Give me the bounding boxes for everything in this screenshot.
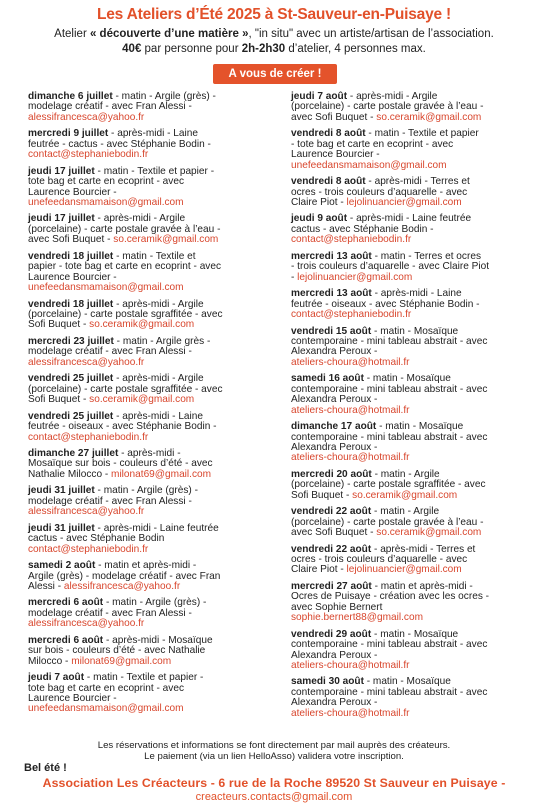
workshop-contact-email[interactable]: so.ceramik@gmail.com: [89, 394, 195, 406]
workshop-date: jeudi 7 août: [291, 91, 348, 102]
workshop-date: mercredi 20 août: [291, 468, 372, 480]
workshop-entry: [28, 673, 290, 715]
workshop-description: Alessi -: [28, 580, 64, 592]
workshop-entry: [28, 636, 290, 667]
intro-suffix-2: d’atelier, 4 personnes max.: [285, 43, 426, 55]
workshop-description: - matin - Mosaïque: [371, 628, 459, 640]
workshop-date: vendredi 18 juillet: [28, 250, 114, 262]
workshop-description: - matin - Textile et: [113, 250, 196, 262]
workshop-date: dimanche 6 juillet: [28, 91, 113, 102]
workshop-date: vendredi 25 juillet: [28, 410, 114, 422]
workshop-contact-email[interactable]: alessifrancesca@yahoo.fr: [28, 356, 145, 368]
workshop-contact-email[interactable]: contact@stephaniebodin.fr: [28, 543, 149, 555]
workshop-entry: [28, 486, 290, 517]
price: 40€: [122, 43, 142, 55]
workshop-date: dimanche 27 juillet: [28, 448, 119, 460]
workshop-description: - matin - Mosaïque: [363, 373, 451, 385]
workshop-description: papier - tote bag et carte en ecoprint - avec: [28, 261, 222, 273]
workshop-description: Argile (grès) - modelage créatif - avec Fran: [28, 570, 221, 582]
footer-reservation: Les réservations et informations se font directement par mail auprès des créateurs.: [97, 740, 451, 751]
workshop-date: vendredi 18 juillet: [28, 298, 114, 310]
workshop-date: mercredi 13 août: [291, 288, 372, 300]
workshop-description: tote bag et carte en ecoprint - avec: [28, 682, 184, 694]
workshop-contact-email[interactable]: ateliers-choura@hotmail.fr: [291, 659, 410, 671]
workshop-description: - après-midi - Laine: [113, 410, 204, 422]
workshop-contact-email[interactable]: ateliers-choura@hotmail.fr: [291, 404, 410, 416]
workshop-entry: [291, 374, 548, 416]
workshop-entry: [291, 214, 548, 245]
workshop-description: - après-midi - Mosaïque: [103, 634, 213, 646]
workshop-contact-email[interactable]: contact@stephaniebodin.fr: [28, 149, 149, 161]
workshop-contact-email[interactable]: so.ceramik@gmail.com: [352, 489, 458, 501]
workshop-description: Sofi Buquet -: [28, 394, 90, 406]
workshop-entry: [28, 214, 290, 245]
workshop-description: -: [291, 271, 298, 283]
workshop-contact-email[interactable]: milonat69@gmail.com: [71, 655, 172, 667]
workshop-entry: [291, 582, 548, 624]
workshop-description: Claire Piot -: [291, 196, 347, 208]
association-contact-email[interactable]: creacteurs.contacts@gmail.com: [195, 791, 353, 803]
workshop-description: contemporaine - mini tableau abstrait - avec: [291, 639, 488, 651]
workshop-description: (porcelaine) - carte postale gravée à l’eau -: [291, 101, 484, 113]
workshop-contact-email[interactable]: so.ceramik@gmail.com: [376, 111, 482, 123]
workshop-description: Nathalie Milocco -: [28, 468, 112, 480]
workshop-description: - après-midi - Terres et: [365, 176, 470, 188]
workshop-description: Alexandra Peroux -: [291, 346, 378, 358]
workshop-entry: [291, 470, 548, 501]
workshop-date: samedi 16 août: [291, 373, 364, 385]
workshop-entry: [291, 252, 548, 283]
workshop-description: avec Sofi Buquet -: [291, 527, 377, 539]
workshop-description: - trois couleurs d’aquarelle - avec Claire Piot: [291, 261, 490, 273]
workshop-description: avec Sophie Bernert: [291, 601, 383, 613]
cta-banner: A vous de créer !: [213, 64, 337, 84]
workshop-date: mercredi 6 août: [28, 597, 104, 609]
right-column: [291, 92, 548, 725]
workshop-description: (porcelaine) - carte postale gravée à l’eau -: [291, 516, 484, 528]
workshop-contact-email[interactable]: alessifrancesca@yahoo.fr: [63, 580, 181, 592]
workshop-contact-email[interactable]: contact@stephaniebodin.fr: [28, 431, 149, 443]
workshop-entry: [28, 412, 290, 443]
flyer-title: Les Ateliers d’Été 2025 à St-Sauveur-en-Puisaye !: [96, 6, 452, 23]
workshop-date: mercredi 27 août: [291, 580, 372, 592]
workshop-description: Sofi Buquet -: [28, 319, 90, 331]
workshop-description: - matin et après-midi -: [371, 580, 473, 592]
workshop-date: mercredi 9 juillet: [28, 128, 109, 140]
workshop-contact-email[interactable]: so.ceramik@gmail.com: [376, 527, 482, 539]
workshop-date: jeudi 17 juillet: [28, 213, 95, 225]
workshop-description: - matin et après-midi -: [95, 560, 197, 572]
workshop-description: Laurence Bourcier -: [28, 693, 117, 705]
workshop-date: vendredi 8 août: [291, 128, 366, 140]
workshop-date: vendredi 29 août: [291, 628, 372, 640]
intro-suffix: , "in situ" avec un artiste/artisan de l’association.: [248, 28, 494, 40]
workshop-description: Mosaïque sur bois - couleurs d’été - avec: [28, 458, 213, 470]
workshop-description: modelage créatif - avec Fran Alessi -: [28, 346, 192, 358]
workshop-contact-email[interactable]: alessifrancesca@yahoo.fr: [28, 618, 145, 630]
workshop-description: - après-midi - Laine: [371, 288, 462, 300]
workshop-entry: [28, 561, 290, 592]
workshop-description: Alexandra Peroux -: [291, 649, 378, 661]
workshop-description: avec Sofi Buquet -: [291, 111, 377, 123]
workshop-description: Laurence Bourcier -: [28, 186, 117, 198]
workshop-date: jeudi 7 août: [28, 672, 85, 684]
workshop-description: Alexandra Peroux -: [291, 697, 378, 709]
duration: 2h-2h30: [241, 43, 286, 55]
workshop-entry: [291, 677, 548, 719]
workshop-entry: [291, 545, 548, 576]
workshop-description: Claire Piot -: [291, 564, 347, 576]
workshop-description: avec Sofi Buquet -: [28, 234, 114, 246]
workshop-description: - matin - Textile et papier: [365, 128, 479, 140]
workshop-entry: [28, 524, 290, 555]
workshop-entry: [28, 598, 290, 629]
workshop-contact-email[interactable]: unefeedansmamaison@gmail.com: [28, 196, 184, 208]
workshop-date: vendredi 8 août: [291, 176, 366, 188]
workshop-entry: [291, 177, 548, 208]
left-column: [28, 92, 290, 721]
workshop-description: - après-midi - Laine: [108, 128, 198, 140]
workshop-description: - matin - Argile (grès) -: [112, 91, 216, 102]
intro-line-2: [0, 43, 548, 55]
workshop-description: - matin - Terres et ocres: [371, 250, 481, 262]
workshop-description: - matin - Argile (grès) -: [103, 597, 207, 609]
workshop-date: samedi 30 août: [291, 676, 364, 688]
workshop-date: samedi 2 août: [28, 560, 96, 572]
workshop-contact-email[interactable]: unefeedansmamaison@gmail.com: [28, 282, 184, 294]
workshop-date: vendredi 22 août: [291, 506, 372, 518]
workshop-description: Milocco -: [28, 655, 72, 667]
workshop-description: - après-midi -: [118, 448, 181, 460]
workshop-description: - après-midi - Laine feutrée: [94, 522, 219, 534]
workshop-entry: [291, 129, 548, 171]
workshop-contact-email[interactable]: contact@stephaniebodin.fr: [291, 309, 412, 321]
workshop-date: jeudi 31 juillet: [28, 522, 95, 534]
workshop-description: - après-midi - Argile: [113, 298, 204, 310]
workshop-entry: [28, 252, 290, 294]
workshop-entry: [28, 129, 290, 160]
workshop-description: ocres - trois couleurs d’aquarelle - avec: [291, 553, 468, 565]
workshop-contact-email[interactable]: so.ceramik@gmail.com: [113, 234, 219, 246]
workshop-description: - après-midi - Terres et: [371, 543, 476, 555]
workshop-description: modelage créatif - avec Fran Alessi -: [28, 101, 192, 113]
workshop-date: jeudi 9 août: [291, 213, 348, 225]
workshop-date: jeudi 17 juillet: [28, 165, 95, 177]
workshop-contact-email[interactable]: lejolinuancier@gmail.com: [346, 564, 462, 576]
workshop-contact-email[interactable]: unefeedansmamaison@gmail.com: [291, 159, 447, 171]
intro-mid: par personne pour: [141, 43, 242, 55]
workshop-description: feutrée - oiseaux - avec Stéphanie Bodin -: [28, 421, 217, 433]
workshop-description: - matin - Argile: [371, 468, 440, 480]
workshop-description: contemporaine - mini tableau abstrait - avec: [291, 383, 488, 395]
workshop-date: jeudi 31 juillet: [28, 485, 95, 497]
workshop-entry: [28, 337, 290, 368]
workshop-description: - matin - Argile (grès) -: [94, 485, 198, 497]
workshop-contact-email[interactable]: milonat69@gmail.com: [111, 468, 212, 480]
intro-line-1: [0, 28, 548, 40]
workshop-description: modelage créatif - avec Fran Alessi -: [28, 495, 192, 507]
workshop-entry: [28, 449, 290, 480]
workshop-date: vendredi 15 août: [291, 325, 372, 337]
workshop-description: Alexandra Peroux -: [291, 441, 378, 453]
workshop-description: - après-midi - Argile: [347, 91, 438, 102]
workshop-contact-email[interactable]: sophie.bernert88@gmail.com: [291, 612, 423, 624]
intro-bold: « découverte d’une matière »: [89, 28, 249, 40]
workshop-entry: [291, 507, 548, 538]
workshop-description: - après-midi - Argile: [113, 373, 204, 385]
workshop-description: Laurence Bourcier -: [28, 271, 117, 283]
workshop-description: - matin - Argile grès -: [113, 335, 211, 347]
workshop-contact-email[interactable]: unefeedansmamaison@gmail.com: [28, 703, 184, 715]
workshop-contact-email[interactable]: so.ceramik@gmail.com: [89, 319, 195, 331]
workshop-entry: [28, 167, 290, 209]
workshop-description: ocres - trois couleurs d’aquarelle - avec: [291, 186, 468, 198]
workshop-description: cactus - avec Stéphanie Bodin -: [291, 223, 434, 235]
workshop-description: - matin - Mosaïque: [371, 325, 459, 337]
workshop-description: (porcelaine) - carte postale gravée à l’eau -: [28, 223, 221, 235]
workshop-description: - après-midi - Laine feutrée: [347, 213, 472, 225]
bel-ete: Bel été !: [24, 762, 67, 774]
workshop-description: - après-midi - Argile: [94, 213, 186, 225]
workshop-entry: [28, 300, 290, 331]
workshop-description: - matin - Mosaïque: [376, 421, 464, 433]
workshop-entry: [291, 92, 548, 123]
workshop-entry: [291, 630, 548, 672]
workshop-description: contemporaine - mini tableau abstrait - avec: [291, 686, 488, 698]
workshop-date: mercredi 23 juillet: [28, 335, 114, 347]
workshop-entry: [28, 92, 290, 123]
workshop-description: sur bois - couleurs d’été - avec Nathalie: [28, 645, 206, 657]
workshop-contact-email[interactable]: ateliers-choura@hotmail.fr: [291, 452, 410, 464]
workshop-description: - matin - Textile et papier -: [94, 165, 215, 177]
workshop-contact-email[interactable]: alessifrancesca@yahoo.fr: [28, 111, 145, 123]
workshop-contact-email[interactable]: ateliers-choura@hotmail.fr: [291, 356, 410, 368]
workshop-date: vendredi 25 juillet: [28, 373, 114, 385]
workshop-description: Sofi Buquet -: [291, 489, 353, 501]
workshop-description: tote bag et carte en ecoprint - avec: [28, 176, 184, 188]
workshop-contact-email[interactable]: contact@stephaniebodin.fr: [291, 234, 412, 246]
workshop-contact-email[interactable]: lejolinuancier@gmail.com: [297, 271, 413, 283]
workshop-description: Ocres de Puisaye - création avec les ocres -: [291, 591, 490, 603]
workshop-description: Laurence Bourcier -: [291, 149, 380, 161]
association-address: Association Les Créacteurs - 6 rue de la Roche 89520 St Sauveur en Puisaye -: [42, 776, 506, 790]
workshop-entry: [291, 327, 548, 369]
workshop-description: (porcelaine) - carte postale sgraffitée - avec: [28, 383, 223, 395]
workshop-description: feutrée - cactus - avec Stéphanie Bodin -: [28, 138, 211, 150]
workshop-entry: [291, 422, 548, 464]
workshop-description: contemporaine - mini tableau abstrait - avec: [291, 335, 488, 347]
footer-payment: Le paiement (via un lien HelloAsso) validera votre inscription.: [144, 751, 404, 762]
workshop-contact-email[interactable]: ateliers-choura@hotmail.fr: [291, 707, 410, 719]
workshop-description: feutrée - oiseaux - avec Stéphanie Bodin -: [291, 298, 480, 310]
workshop-contact-email[interactable]: alessifrancesca@yahoo.fr: [28, 506, 145, 518]
workshop-description: - tote bag et carte en ecoprint - avec: [291, 138, 454, 150]
workshop-description: Alexandra Peroux -: [291, 394, 378, 406]
workshop-date: dimanche 17 août: [291, 421, 377, 433]
workshop-date: mercredi 6 août: [28, 634, 104, 646]
workshop-entry: [291, 289, 548, 320]
workshop-description: - matin - Textile et papier -: [84, 672, 204, 684]
workshop-description: - matin - Argile: [371, 506, 440, 518]
workshop-description: (porcelaine) - carte postale sgraffitée - avec: [28, 309, 223, 321]
workshop-contact-email[interactable]: lejolinuancier@gmail.com: [346, 196, 462, 208]
workshop-date: vendredi 22 août: [291, 543, 372, 555]
workshop-description: - matin - Mosaïque: [363, 676, 451, 688]
workshop-description: (porcelaine) - carte postale sgraffitée - avec: [291, 479, 486, 491]
workshop-entry: [28, 374, 290, 405]
intro-prefix: Atelier: [54, 28, 90, 40]
workshop-date: mercredi 13 août: [291, 250, 372, 262]
workshop-description: contemporaine - mini tableau abstrait - avec: [291, 431, 488, 443]
workshop-description: cactus - avec Stéphanie Bodin: [28, 533, 165, 545]
footer-info: [0, 740, 548, 762]
workshop-description: modelage créatif - avec Fran Alessi -: [28, 607, 192, 619]
